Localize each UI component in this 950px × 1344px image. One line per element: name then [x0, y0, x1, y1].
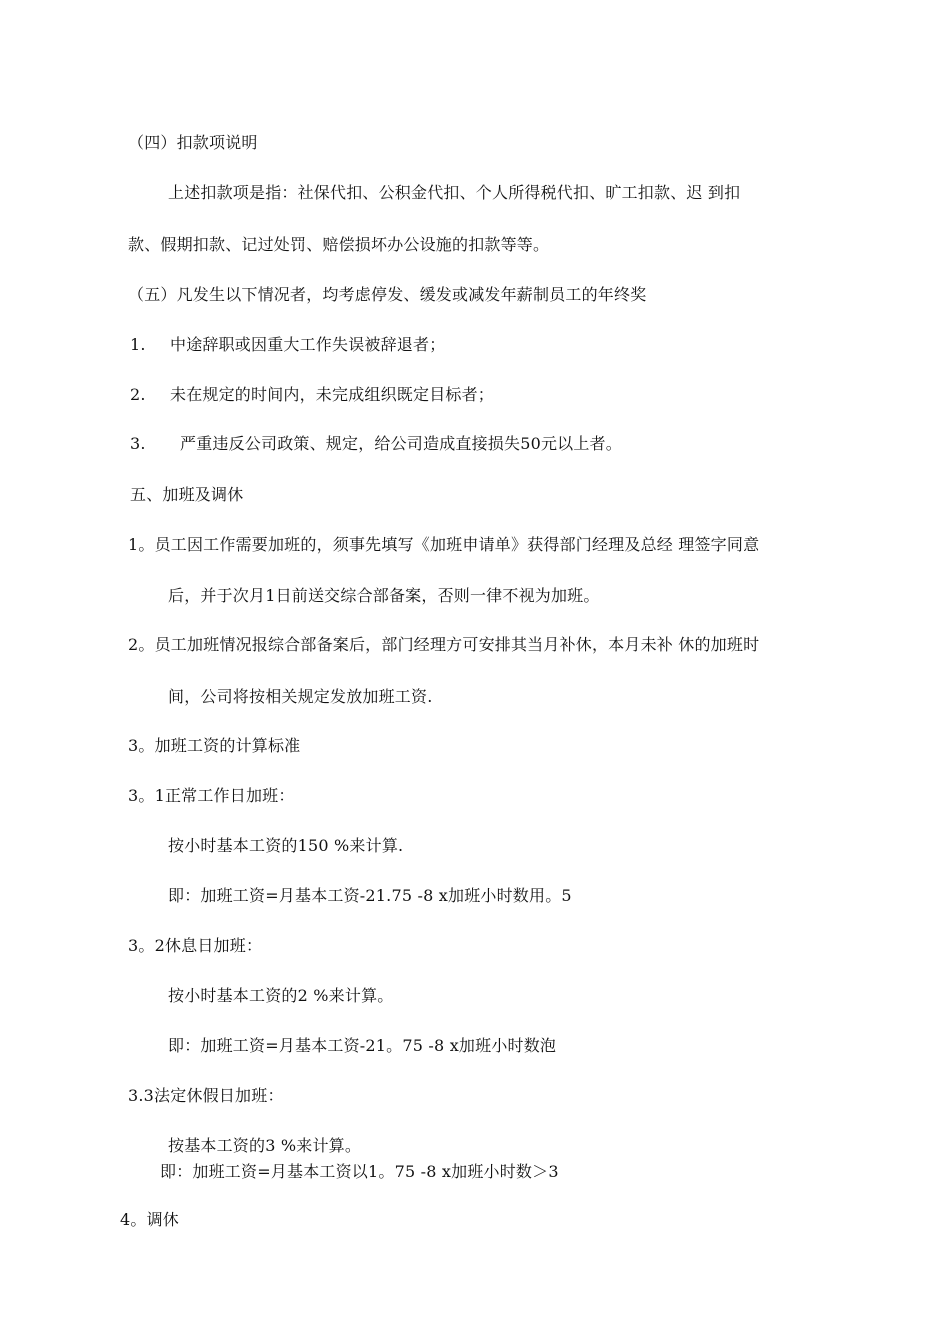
subsection-3-2-formula: 即：加班工资=月基本工资-21。75 -8 x加班小时数泡 [168, 1036, 557, 1055]
list-item [130, 384, 495, 406]
subsection-3-1-title: 3。1正常工作日加班： [128, 786, 295, 805]
list-item-number: 2. [130, 385, 146, 404]
subsection-3-2-rule: 按小时基本工资的2 %来计算。 [168, 986, 394, 1005]
chapter-5-title: 五、加班及调休 [130, 485, 244, 504]
paragraph-2-line-1: 2。员工加班情况报综合部备案后，部门经理方可安排其当月补休，本月未补 休的加班时 [128, 635, 760, 654]
subsection-3-3-formula: 即：加班工资=月基本工资以1。75 -8 x加班小时数＞3 [160, 1162, 559, 1181]
paragraph-4-title: 4。调休 [120, 1210, 179, 1229]
section-4-title: （四）扣款项说明 [128, 133, 258, 152]
paragraph-3-title: 3。加班工资的计算标准 [128, 736, 301, 755]
subsection-3-1-formula: 即：加班工资=月基本工资-21.75 -8 x加班小时数用。5 [168, 886, 572, 905]
section-4-paragraph-line-2: 款、假期扣款、记过处罚、赔偿损坏办公设施的扣款等等。 [128, 235, 550, 254]
subsection-3-1-rule: 按小时基本工资的150 %来计算. [168, 836, 404, 855]
subsection-3-3-title: 3.3法定休假日加班： [128, 1086, 284, 1105]
paragraph-2-line-2: 间，公司将按相关规定发放加班工资. [168, 687, 433, 706]
paragraph-1-line-2: 后，并于次月1日前送交综合部备案，否则一律不视为加班。 [168, 586, 600, 605]
list-item-number: 1. [130, 335, 146, 354]
list-item [130, 334, 446, 356]
list-item-text: 中途辞职或因重大工作失误被辞退者； [170, 335, 446, 354]
list-item-text: 未在规定的时间内，未完成组织既定目标者； [170, 385, 495, 404]
list-item-text: 严重违反公司政策、规定，给公司造成直接损失50元以上者。 [180, 434, 622, 453]
list-item [130, 433, 622, 455]
section-5-title: （五）凡发生以下情况者，均考虑停发、缓发或减发年薪制员工的年终奖 [128, 285, 647, 304]
subsection-3-2-title: 3。2休息日加班： [128, 936, 263, 955]
list-item-number: 3. [130, 434, 146, 453]
paragraph-1-line-1: 1。员工因工作需要加班的，须事先填写《加班申请单》获得部门经理及总经 理签字同意 [128, 535, 760, 554]
section-4-paragraph-line-1: 上述扣款项是指：社保代扣、公积金代扣、个人所得税代扣、旷工扣款、迟 到扣 [168, 183, 741, 202]
subsection-3-3-rule: 按基本工资的3 %来计算。 [168, 1136, 362, 1155]
